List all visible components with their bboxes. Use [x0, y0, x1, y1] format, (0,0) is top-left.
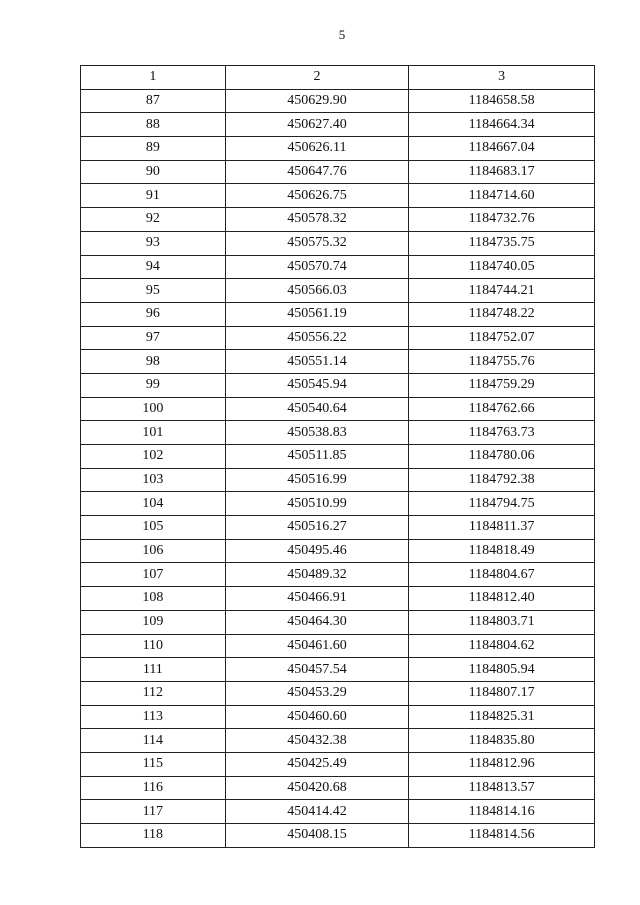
point-number-cell: 87: [81, 89, 226, 113]
y-coordinate-cell: 1184748.22: [409, 302, 595, 326]
table-row: [81, 137, 595, 161]
point-number-cell: 109: [81, 610, 226, 634]
y-coordinate-cell: 1184805.94: [409, 658, 595, 682]
table-row: [81, 516, 595, 540]
x-coordinate-cell: 450626.75: [225, 184, 409, 208]
y-coordinate-cell: 1184813.57: [409, 776, 595, 800]
point-number-cell: 100: [81, 397, 226, 421]
point-number-cell: 92: [81, 208, 226, 232]
point-number-cell: 88: [81, 113, 226, 137]
y-coordinate-cell: 1184763.73: [409, 421, 595, 445]
table-row: [81, 563, 595, 587]
table-row: [81, 255, 595, 279]
table-body: [81, 89, 595, 847]
y-coordinate-cell: 1184803.71: [409, 610, 595, 634]
point-number-cell: 98: [81, 350, 226, 374]
table-row: [81, 539, 595, 563]
point-number-cell: 90: [81, 160, 226, 184]
table-row: [81, 587, 595, 611]
table-row: [81, 208, 595, 232]
y-coordinate-cell: 1184759.29: [409, 373, 595, 397]
x-coordinate-cell: 450629.90: [225, 89, 409, 113]
table-row: [81, 231, 595, 255]
x-coordinate-cell: 450556.22: [225, 326, 409, 350]
y-coordinate-cell: 1184835.80: [409, 729, 595, 753]
y-coordinate-cell: 1184825.31: [409, 705, 595, 729]
table-row: [81, 824, 595, 848]
y-coordinate-cell: 1184755.76: [409, 350, 595, 374]
y-coordinate-cell: 1184804.67: [409, 563, 595, 587]
x-coordinate-cell: 450516.27: [225, 516, 409, 540]
y-coordinate-cell: 1184740.05: [409, 255, 595, 279]
point-number-cell: 93: [81, 231, 226, 255]
x-coordinate-cell: 450647.76: [225, 160, 409, 184]
point-number-cell: 89: [81, 137, 226, 161]
table-row: [81, 350, 595, 374]
point-number-cell: 112: [81, 681, 226, 705]
point-number-cell: 94: [81, 255, 226, 279]
x-coordinate-cell: 450414.42: [225, 800, 409, 824]
table-row: [81, 445, 595, 469]
table-row: [81, 705, 595, 729]
table-header-row: [81, 66, 595, 90]
y-coordinate-cell: 1184744.21: [409, 279, 595, 303]
y-coordinate-cell: 1184807.17: [409, 681, 595, 705]
table-row: [81, 113, 595, 137]
table-row: [81, 184, 595, 208]
column-header: 3: [409, 66, 595, 90]
page-number: 5: [338, 27, 346, 42]
point-number-cell: 114: [81, 729, 226, 753]
x-coordinate-cell: 450561.19: [225, 302, 409, 326]
x-coordinate-cell: 450425.49: [225, 752, 409, 776]
point-number-cell: 111: [81, 658, 226, 682]
x-coordinate-cell: 450495.46: [225, 539, 409, 563]
table-row: [81, 634, 595, 658]
x-coordinate-cell: 450489.32: [225, 563, 409, 587]
table-row: [81, 729, 595, 753]
point-number-cell: 99: [81, 373, 226, 397]
x-coordinate-cell: 450420.68: [225, 776, 409, 800]
point-number-cell: 107: [81, 563, 226, 587]
x-coordinate-cell: 450457.54: [225, 658, 409, 682]
table-row: [81, 326, 595, 350]
table-row: [81, 681, 595, 705]
point-number-cell: 115: [81, 752, 226, 776]
x-coordinate-cell: 450511.85: [225, 445, 409, 469]
point-number-cell: 97: [81, 326, 226, 350]
x-coordinate-cell: 450570.74: [225, 255, 409, 279]
x-coordinate-cell: 450453.29: [225, 681, 409, 705]
y-coordinate-cell: 1184658.58: [409, 89, 595, 113]
table-row: [81, 421, 595, 445]
point-number-cell: 108: [81, 587, 226, 611]
y-coordinate-cell: 1184780.06: [409, 445, 595, 469]
table-row: [81, 658, 595, 682]
table-row: [81, 752, 595, 776]
y-coordinate-cell: 1184683.17: [409, 160, 595, 184]
point-number-cell: 95: [81, 279, 226, 303]
y-coordinate-cell: 1184732.76: [409, 208, 595, 232]
point-number-cell: 106: [81, 539, 226, 563]
x-coordinate-cell: 450460.60: [225, 705, 409, 729]
y-coordinate-cell: 1184804.62: [409, 634, 595, 658]
table-row: [81, 89, 595, 113]
x-coordinate-cell: 450538.83: [225, 421, 409, 445]
column-header: 1: [81, 66, 226, 90]
x-coordinate-cell: 450516.99: [225, 468, 409, 492]
table-row: [81, 397, 595, 421]
table-row: [81, 468, 595, 492]
x-coordinate-cell: 450566.03: [225, 279, 409, 303]
table-row: [81, 800, 595, 824]
y-coordinate-cell: 1184814.56: [409, 824, 595, 848]
point-number-cell: 113: [81, 705, 226, 729]
y-coordinate-cell: 1184667.04: [409, 137, 595, 161]
x-coordinate-cell: 450627.40: [225, 113, 409, 137]
table-row: [81, 610, 595, 634]
x-coordinate-cell: 450545.94: [225, 373, 409, 397]
point-number-cell: 118: [81, 824, 226, 848]
y-coordinate-cell: 1184714.60: [409, 184, 595, 208]
x-coordinate-cell: 450578.32: [225, 208, 409, 232]
x-coordinate-cell: 450551.14: [225, 350, 409, 374]
y-coordinate-cell: 1184812.96: [409, 752, 595, 776]
point-number-cell: 104: [81, 492, 226, 516]
y-coordinate-cell: 1184752.07: [409, 326, 595, 350]
x-coordinate-cell: 450466.91: [225, 587, 409, 611]
y-coordinate-cell: 1184814.16: [409, 800, 595, 824]
y-coordinate-cell: 1184664.34: [409, 113, 595, 137]
point-number-cell: 110: [81, 634, 226, 658]
point-number-cell: 105: [81, 516, 226, 540]
y-coordinate-cell: 1184735.75: [409, 231, 595, 255]
point-number-cell: 116: [81, 776, 226, 800]
y-coordinate-cell: 1184794.75: [409, 492, 595, 516]
table-row: [81, 160, 595, 184]
coordinates-table: [80, 65, 595, 848]
y-coordinate-cell: 1184812.40: [409, 587, 595, 611]
table-row: [81, 302, 595, 326]
point-number-cell: 117: [81, 800, 226, 824]
point-number-cell: 96: [81, 302, 226, 326]
point-number-cell: 102: [81, 445, 226, 469]
x-coordinate-cell: 450540.64: [225, 397, 409, 421]
table-row: [81, 492, 595, 516]
table-row: [81, 279, 595, 303]
table-row: [81, 373, 595, 397]
x-coordinate-cell: 450464.30: [225, 610, 409, 634]
table-row: [81, 776, 595, 800]
point-number-cell: 101: [81, 421, 226, 445]
x-coordinate-cell: 450575.32: [225, 231, 409, 255]
x-coordinate-cell: 450408.15: [225, 824, 409, 848]
y-coordinate-cell: 1184818.49: [409, 539, 595, 563]
y-coordinate-cell: 1184792.38: [409, 468, 595, 492]
column-header: 2: [225, 66, 409, 90]
point-number-cell: 91: [81, 184, 226, 208]
x-coordinate-cell: 450461.60: [225, 634, 409, 658]
x-coordinate-cell: 450626.11: [225, 137, 409, 161]
y-coordinate-cell: 1184811.37: [409, 516, 595, 540]
y-coordinate-cell: 1184762.66: [409, 397, 595, 421]
x-coordinate-cell: 450432.38: [225, 729, 409, 753]
x-coordinate-cell: 450510.99: [225, 492, 409, 516]
point-number-cell: 103: [81, 468, 226, 492]
